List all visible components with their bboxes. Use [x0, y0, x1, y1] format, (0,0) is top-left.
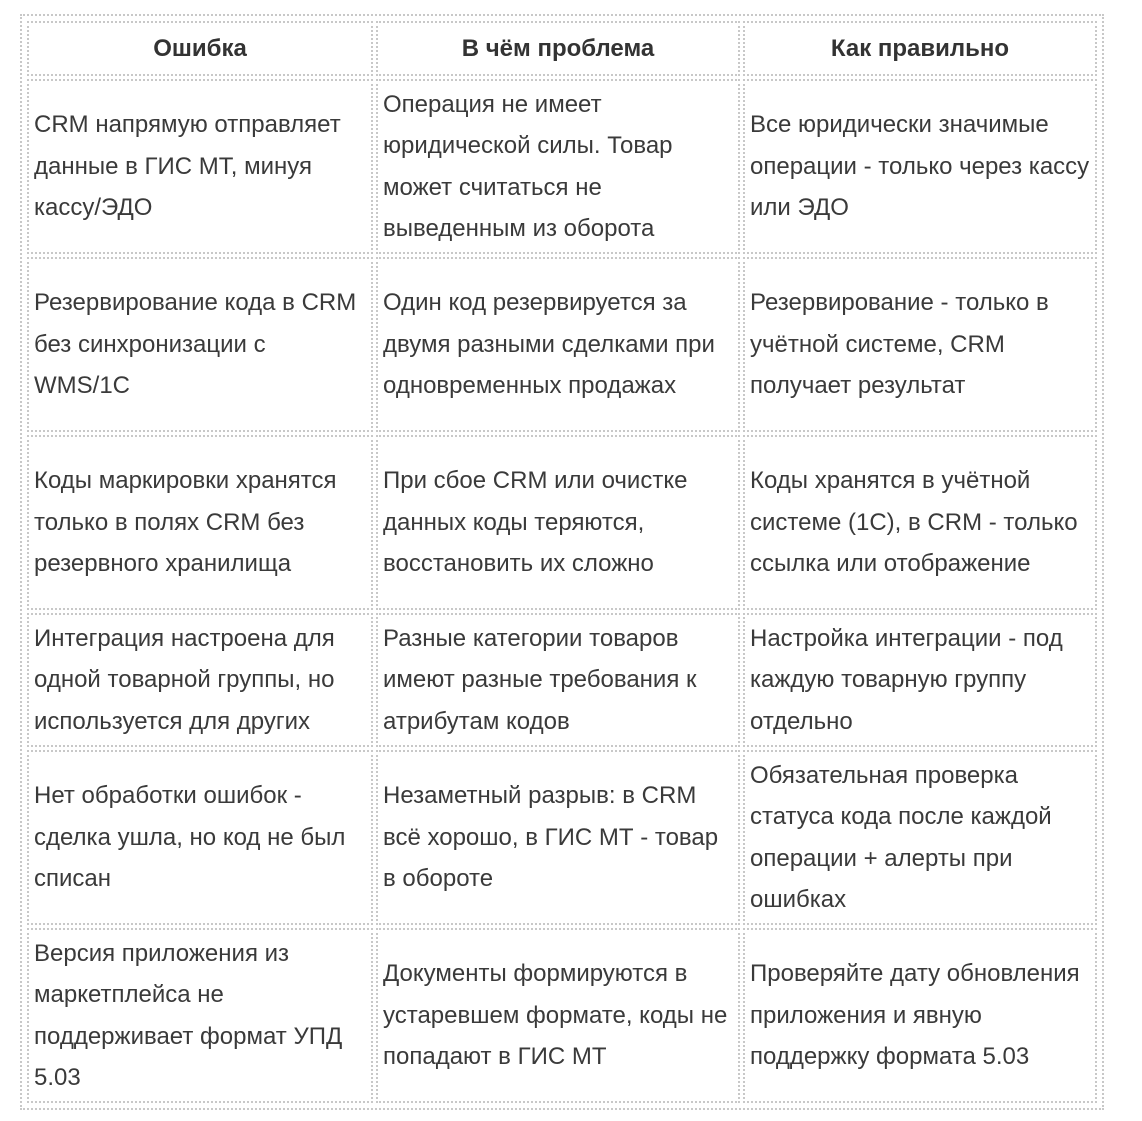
- errors-table-container: [20, 14, 1104, 1110]
- cell-error: CRM напрямую отправляет данные в ГИС МТ, минуя кассу/ЭДО: [27, 79, 373, 254]
- cell-correct: Резервирование - только в учётной системе, CRM получает результат: [743, 257, 1097, 432]
- cell-error: Интеграция настроена для одной товарной группы, но используется для других: [27, 613, 373, 747]
- table-row: [27, 613, 1097, 747]
- cell-problem: Операция не имеет юридической силы. Товар может считаться не выведенным из оборота: [376, 79, 740, 254]
- cell-problem: При сбое CRM или очистке данных коды теряются, восстановить их сложно: [376, 435, 740, 610]
- header-problem: В чём проблема: [376, 21, 740, 76]
- header-error: Ошибка: [27, 21, 373, 76]
- cell-correct: Коды хранятся в учётной системе (1С), в CRM - только ссылка или отображение: [743, 435, 1097, 610]
- cell-correct: Настройка интеграции - под каждую товарную группу отдельно: [743, 613, 1097, 747]
- table-row: [27, 435, 1097, 610]
- cell-error: Резервирование кода в CRM без синхронизации с WMS/1С: [27, 257, 373, 432]
- table-header-row: [27, 21, 1097, 76]
- cell-problem: Разные категории товаров имеют разные требования к атрибутам кодов: [376, 613, 740, 747]
- cell-error: Коды маркировки хранятся только в полях CRM без резервного хранилища: [27, 435, 373, 610]
- table-row: [27, 750, 1097, 925]
- cell-problem: Незаметный разрыв: в CRM всё хорошо, в ГИС МТ - товар в обороте: [376, 750, 740, 925]
- cell-correct: Обязательная проверка статуса кода после каждой операции + алерты при ошибках: [743, 750, 1097, 925]
- header-correct: Как правильно: [743, 21, 1097, 76]
- table-row: [27, 257, 1097, 432]
- cell-error: Версия приложения из маркетплейса не поддерживает формат УПД 5.03: [27, 928, 373, 1103]
- table-row: [27, 928, 1097, 1103]
- table-row: [27, 79, 1097, 254]
- errors-table: [24, 18, 1100, 1106]
- cell-correct: Все юридически значимые операции - только через кассу или ЭДО: [743, 79, 1097, 254]
- cell-error: Нет обработки ошибок - сделка ушла, но код не был списан: [27, 750, 373, 925]
- cell-correct: Проверяйте дату обновления приложения и явную поддержку формата 5.03: [743, 928, 1097, 1103]
- cell-problem: Документы формируются в устаревшем формате, коды не попадают в ГИС МТ: [376, 928, 740, 1103]
- cell-problem: Один код резервируется за двумя разными сделками при одновременных продажах: [376, 257, 740, 432]
